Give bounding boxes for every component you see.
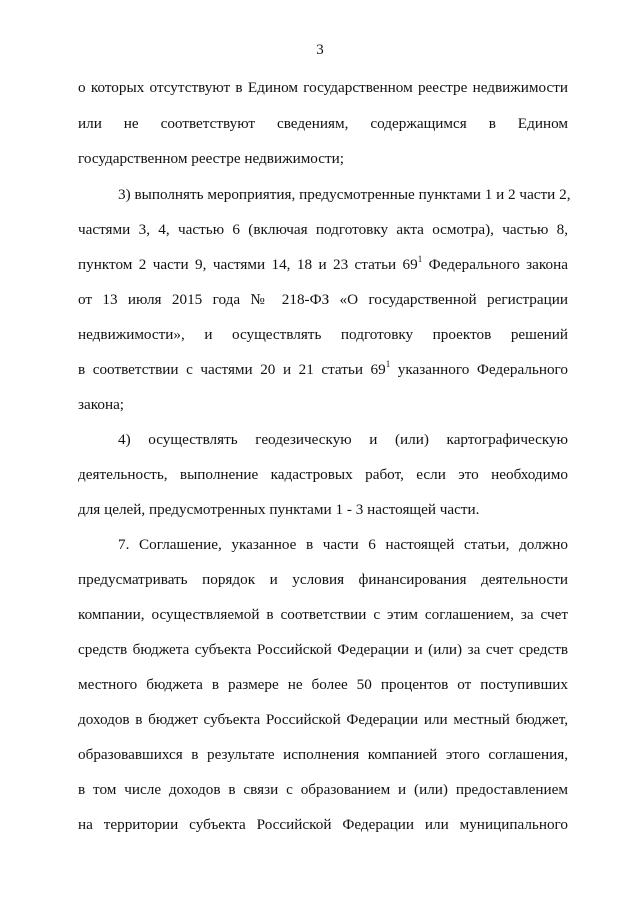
text-line: образовавшихся в результате исполнения компанией этого соглашения, [78, 746, 568, 763]
text-line: на территории субъекта Российской Федерации или муниципального [78, 816, 568, 833]
text-line: от 13 июля 2015 года № 218-ФЗ «О государственной регистрации [78, 291, 568, 308]
text-line: предусматривать порядок и условия финансирования деятельности [78, 571, 568, 588]
text-line: средств бюджета субъекта Российской Федерации и (или) за счет средств [78, 641, 568, 658]
text-line: доходов в бюджет субъекта Российской Федерации или местный бюджет, [78, 711, 568, 728]
text-line [78, 360, 568, 380]
text-line: для целей, предусмотренных пунктами 1 - 3 настоящей части. [78, 501, 480, 518]
text-line: деятельность, выполнение кадастровых работ, если это необходимо [78, 466, 568, 483]
text-line: местного бюджета в размере не более 50 процентов от поступивших [78, 676, 568, 693]
superscript: 1 [417, 254, 423, 264]
page-number: 3 [316, 42, 324, 58]
text-line: 4) осуществлять геодезическую и (или) картографическую [118, 431, 568, 448]
text-span: в соответствии с частями 20 и 21 статьи 69 [78, 361, 386, 378]
text-line: 3) выполнять мероприятия, предусмотренные пунктами 1 и 2 части 2, [118, 186, 571, 203]
text-line: в том числе доходов в связи с образованием и (или) предоставлением [78, 781, 568, 798]
text-line: недвижимости», и осуществлять подготовку проектов решений [78, 326, 568, 343]
text-line [78, 255, 568, 275]
text-line: компании, осуществляемой в соответствии с этим соглашением, за счет [78, 606, 568, 623]
text-line: закона; [78, 396, 125, 413]
text-line: частями 3, 4, частью 6 (включая подготовку акта осмотра), частью 8, [78, 221, 568, 238]
superscript: 1 [385, 359, 391, 369]
text-line: о которых отсутствуют в Едином государственном реестре недвижимости [78, 79, 568, 96]
text-span: указанного Федерального [390, 361, 568, 378]
text-span: пунктом 2 части 9, частями 14, 18 и 23 статьи 69 [78, 256, 418, 273]
text-line: 7. Соглашение, указанное в части 6 настоящей статьи, должно [118, 536, 568, 553]
text-line: государственном реестре недвижимости; [78, 150, 345, 167]
text-span: Федерального закона [422, 256, 568, 273]
text-line: или не соответствуют сведениям, содержащимся в Едином [78, 115, 568, 132]
